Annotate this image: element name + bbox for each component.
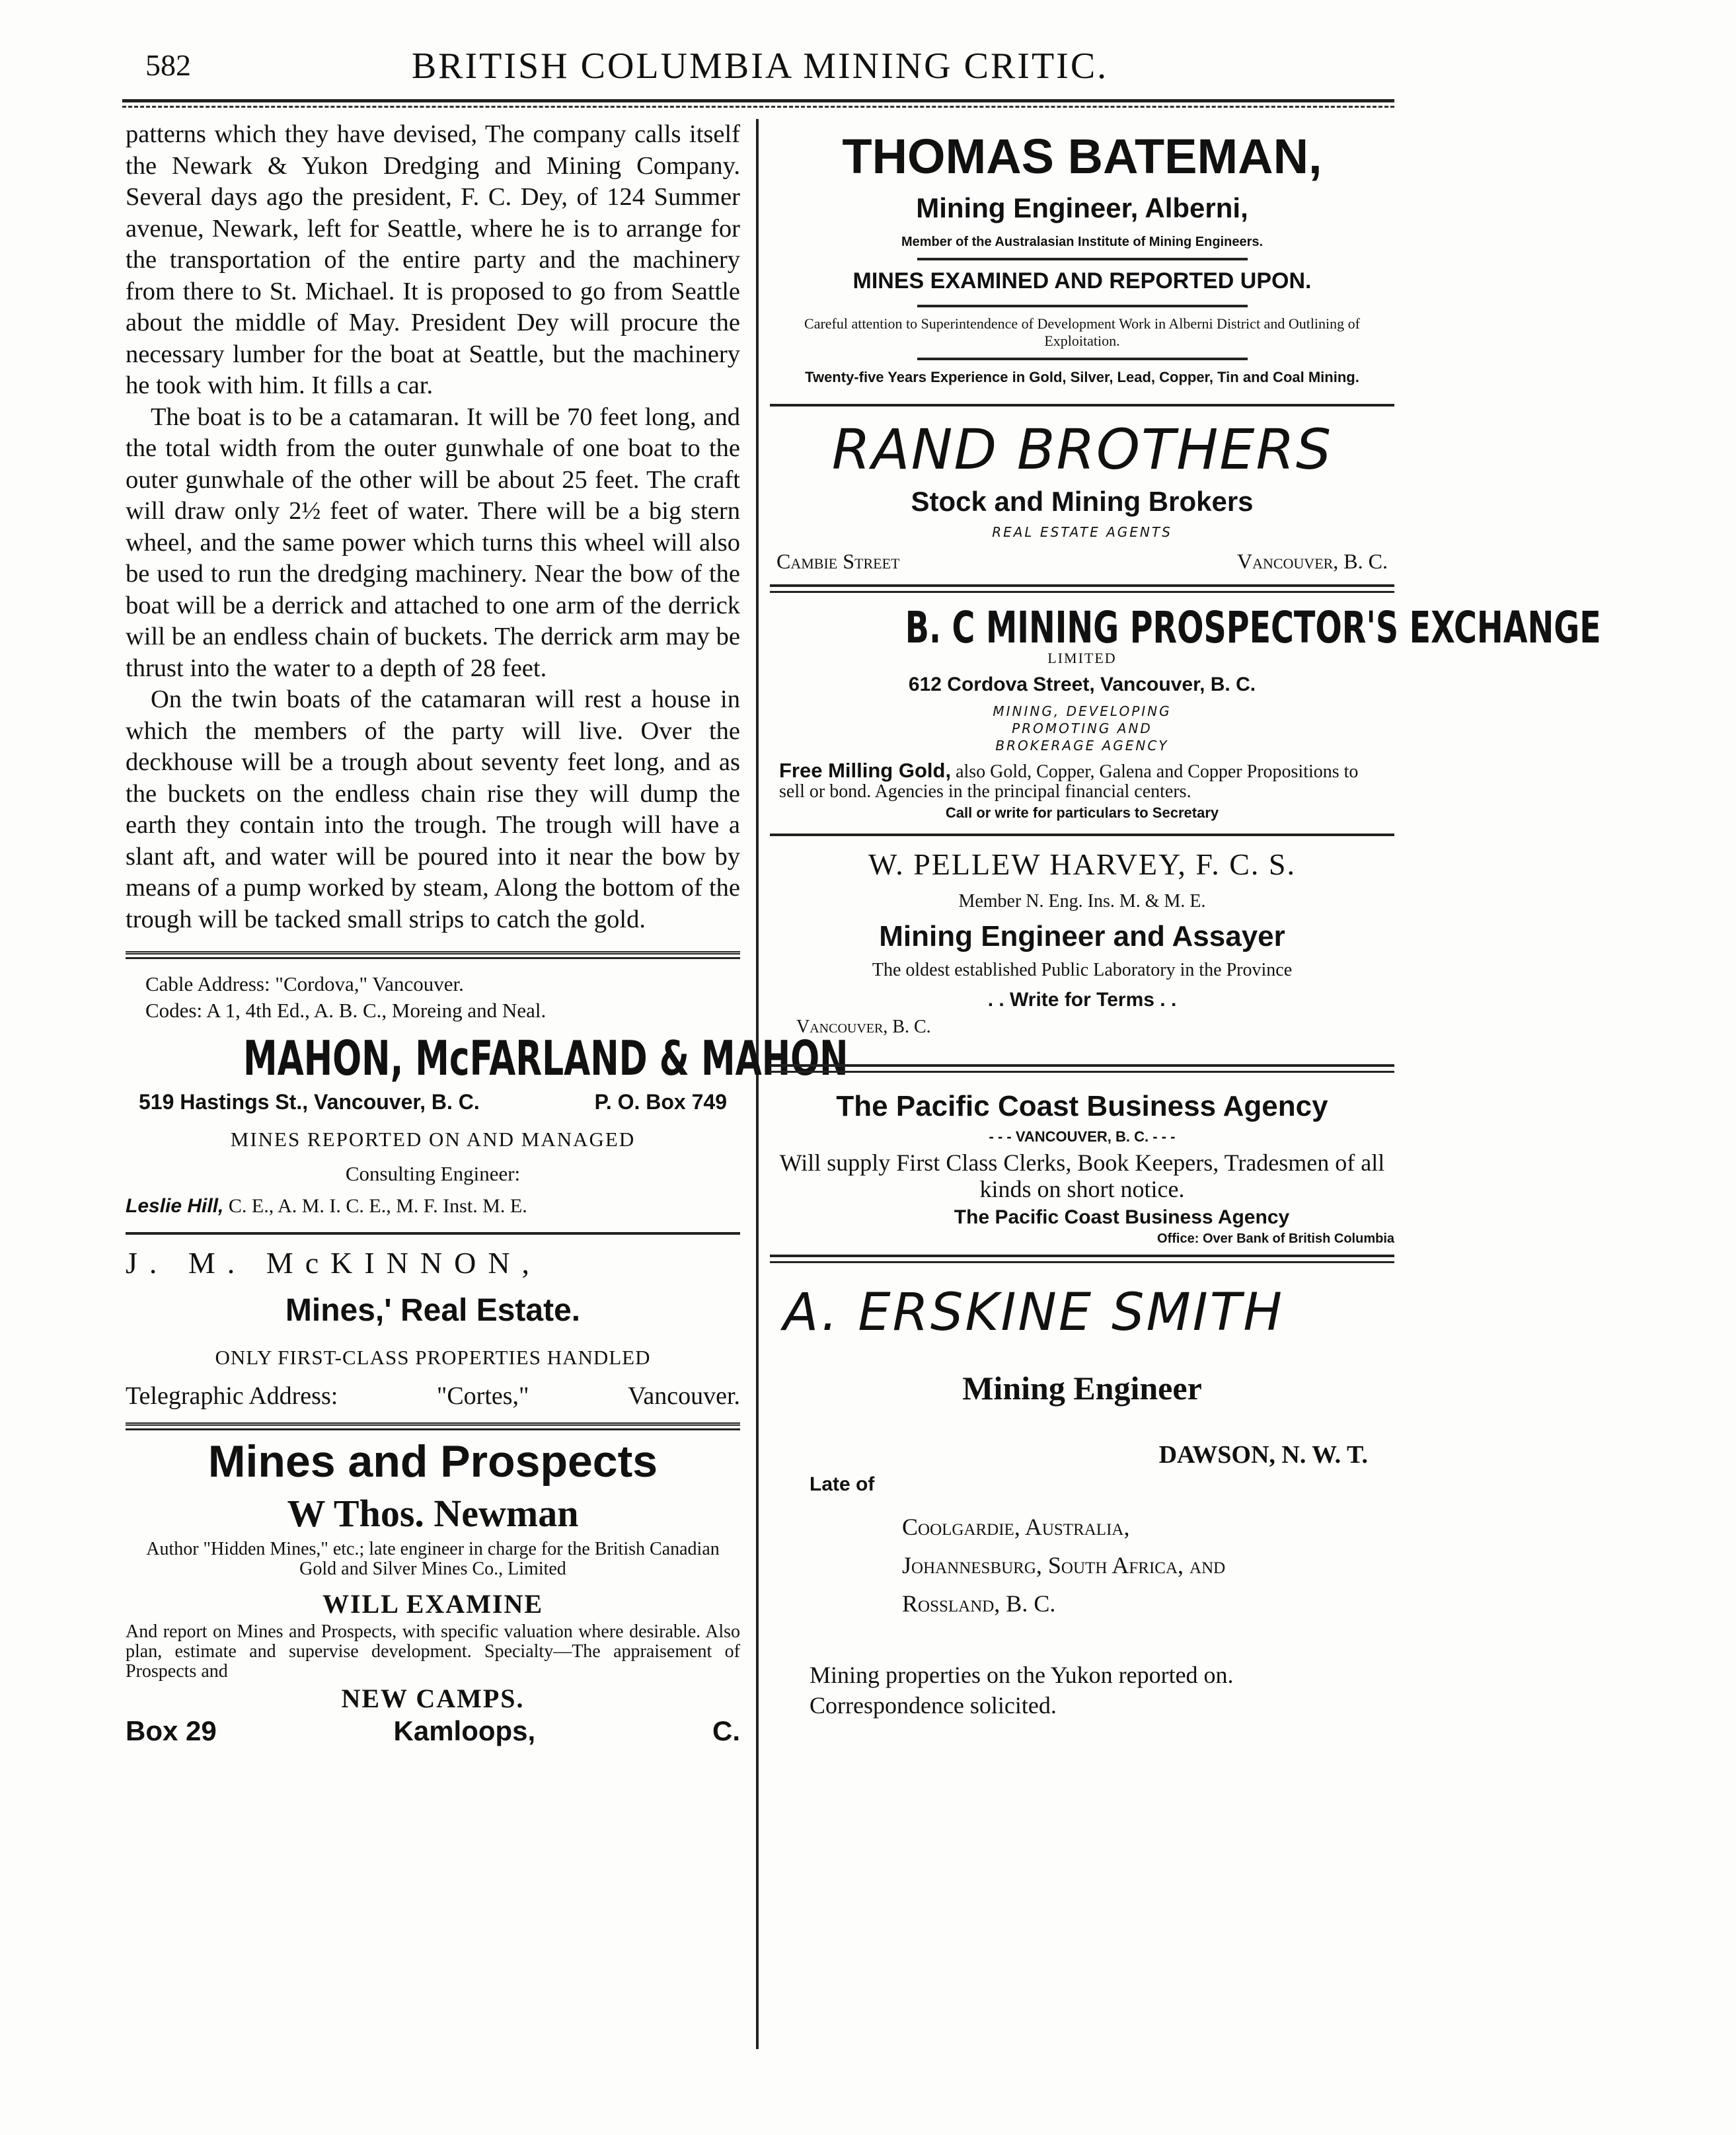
firm-box: P. O. Box 749 bbox=[594, 1090, 727, 1114]
ad-pacific bbox=[770, 1090, 1394, 1247]
ad-mahon bbox=[126, 959, 849, 1218]
divider-rule bbox=[917, 305, 1248, 307]
ad-newman bbox=[126, 1430, 740, 1747]
engineer-titles: C. E., A. M. I. C. E., M. F. Inst. M. E. bbox=[228, 1195, 527, 1217]
ad-rand bbox=[770, 417, 1394, 574]
newman-author: Author "Hidden Mines," etc.; late engineer in charge for the British Canadian Gold and Silver Mines Co., Limited bbox=[146, 1539, 720, 1579]
codes-line: Codes: A 1, 4th Ed., A. B. C., Moreing and Neal. bbox=[145, 999, 547, 1022]
harvey-title: Mining Engineer and Assayer bbox=[879, 920, 1285, 952]
header-rule-dashed bbox=[122, 106, 1394, 108]
divider-rule bbox=[770, 834, 1394, 836]
smith-name: A. ERSKINE SMITH bbox=[783, 1283, 1285, 1342]
smith-footer-1: Mining properties on the Yukon reported on. bbox=[810, 1662, 1234, 1688]
article-paragraph: On the twin boats of the catamaran will rest a house in which the members of the party will live. Over the deckhouse will be a trough about seventy feet long, and as the buckets on the endless chain rise they will dump the earth they contain into the trough. The trough will have a slant aft, and water will be poured into it near the bow by means of a pump worked by steam, Along the bottom of the trough will be tacked small strips to catch the gold. bbox=[126, 685, 740, 933]
newman-box: Box 29 bbox=[126, 1715, 217, 1746]
telegraphic-value: "Cortes," bbox=[436, 1382, 529, 1410]
bateman-name: THOMAS BATEMAN, bbox=[842, 129, 1322, 184]
exchange-agency-1: MINING, DEVELOPING bbox=[993, 703, 1172, 719]
exchange-free-label: Free Milling Gold, bbox=[779, 759, 952, 782]
new-camps: NEW CAMPS. bbox=[341, 1684, 525, 1713]
divider-rule bbox=[917, 358, 1248, 360]
exchange-address: 612 Cordova Street, Vancouver, B. C. bbox=[908, 674, 1256, 695]
smith-place-2: Johannesburg, South Africa, and bbox=[902, 1552, 1226, 1578]
pacific-office: Office: Over Bank of British Columbia bbox=[1157, 1231, 1394, 1246]
smith-late-of: Late of bbox=[810, 1473, 875, 1495]
newman-heading: Mines and Prospects bbox=[208, 1436, 658, 1487]
mckinnon-note: ONLY FIRST-CLASS PROPERTIES HANDLED bbox=[215, 1346, 651, 1369]
pacific-city: - - - VANCOUVER, B. C. - - - bbox=[989, 1128, 1176, 1145]
rand-street: Cambie Street bbox=[776, 549, 900, 573]
exchange-free-text: also Gold, Copper, Galena and Copper Propositions to sell or bond. Agencies in the principal financial centers. bbox=[779, 761, 1359, 802]
bateman-member: Member of the Australasian Institute of Mining Engineers. bbox=[901, 235, 1264, 249]
newman-prov: C. bbox=[712, 1715, 740, 1746]
exchange-call: Call or write for particulars to Secretary bbox=[945, 804, 1219, 821]
pacific-name: The Pacific Coast Business Agency bbox=[836, 1090, 1328, 1122]
ad-mckinnon bbox=[126, 1235, 740, 1411]
firm-address: 519 Hastings St., Vancouver, B. C. bbox=[139, 1090, 480, 1114]
harvey-lab: The oldest established Public Laboratory in the Province bbox=[872, 960, 1293, 980]
consulting-label: Consulting Engineer: bbox=[345, 1162, 521, 1185]
smith-title: Mining Engineer bbox=[962, 1370, 1202, 1407]
header-rule bbox=[122, 99, 1394, 102]
page-number: 582 bbox=[145, 48, 191, 82]
divider-rule bbox=[770, 404, 1394, 407]
pacific-body: Will supply First Class Clerks, Book Keepers, Tradesmen of all kinds on short notice. bbox=[779, 1149, 1385, 1202]
smith-place-3: Rossland, B. C. bbox=[902, 1590, 1056, 1617]
ad-harvey bbox=[770, 847, 1394, 1038]
exchange-limited: LIMITED bbox=[1047, 650, 1117, 666]
newman-city: Kamloops, bbox=[393, 1715, 536, 1746]
cable-address: Cable Address: "Cordova," Vancouver. bbox=[145, 972, 464, 995]
divider-rule bbox=[126, 1422, 740, 1430]
rand-name: RAND BROTHERS bbox=[831, 417, 1333, 482]
harvey-write: . . Write for Terms . . bbox=[987, 989, 1177, 1011]
exchange-agency-3: BROKERAGE AGENCY bbox=[995, 738, 1169, 754]
divider-rule bbox=[770, 584, 1394, 593]
ad-smith bbox=[770, 1283, 1394, 1721]
divider-rule bbox=[770, 1255, 1394, 1263]
ad-bateman bbox=[770, 128, 1394, 387]
ad-exchange bbox=[770, 602, 1601, 822]
harvey-city: Vancouver, B. C. bbox=[796, 1017, 931, 1037]
will-examine: WILL EXAMINE bbox=[322, 1589, 544, 1619]
bateman-experience: Twenty-five Years Experience in Gold, Silver, Lead, Copper, Tin and Coal Mining. bbox=[805, 369, 1359, 385]
divider-rule bbox=[917, 258, 1248, 260]
firm-name: MAHON, McFARLAND & MAHON bbox=[243, 1030, 849, 1086]
newman-name: W Thos. Newman bbox=[287, 1492, 579, 1535]
pacific-name-small: The Pacific Coast Business Agency bbox=[954, 1206, 1290, 1228]
smith-location: DAWSON, N. W. T. bbox=[1158, 1441, 1368, 1469]
telegraphic-city: Vancouver. bbox=[628, 1382, 740, 1410]
running-title: BRITISH COLUMBIA MINING CRITIC. bbox=[411, 46, 1109, 87]
mckinnon-name: J. M. McKINNON, bbox=[126, 1246, 542, 1280]
rand-real-estate: REAL ESTATE AGENTS bbox=[992, 524, 1172, 540]
exchange-agency-2: PROMOTING AND bbox=[1012, 720, 1152, 736]
article-paragraph: The boat is to be a catamaran. It will be 70 feet long, and the total width from the outer gunwhale of one boat to the outer gunwhale of the other will be about 25 feet. The craft will draw only 2½ feet of water. There will be a big stern wheel, and the same power which turns this wheel will also be used to run the dredging machinery. Near the bow of the boat will be a derrick and attached to one arm of the derrick will be an endless chain of buckets. The derrick arm may be thrust into the water to a depth of 28 feet. bbox=[126, 403, 740, 682]
smith-place-1: Coolgardie, Australia, bbox=[902, 1514, 1130, 1540]
page-header bbox=[126, 42, 1394, 95]
newman-body: And report on Mines and Prospects, with specific valuation where desirable. Also plan, estimate and supervise development. Specialty—The appraisement of Prospects and bbox=[126, 1621, 740, 1682]
engineer-name: Leslie Hill, bbox=[126, 1195, 224, 1217]
bateman-careful: Careful attention to Superintendence of Development Work in Alberni District and Outlining of Exploitation. bbox=[804, 315, 1360, 349]
bateman-examined: MINES EXAMINED AND REPORTED UPON. bbox=[852, 268, 1312, 293]
right-column bbox=[770, 119, 1601, 1721]
firm-service: MINES REPORTED ON AND MANAGED bbox=[230, 1128, 636, 1151]
rand-city: Vancouver, B. C. bbox=[1236, 549, 1388, 573]
article-paragraph: patterns which they have devised, The company calls itself the Newark & Yukon Dredging and Mining Company. Several days ago the president, F. C. Dey, of 124 Summer avenue, Newark, left for Seattle, where he is to arrange for the transportation of the entire party and the machinery from there to St. Michael. It is proposed to go from Seattle about the middle of May. President Dey will procure the necessary lumber for the boat at Seattle, but the machinery he took with him. It fills a car. bbox=[126, 120, 740, 399]
article-body bbox=[126, 119, 740, 935]
telegraphic-label: Telegraphic Address: bbox=[126, 1382, 338, 1410]
mckinnon-business: Mines,' Real Estate. bbox=[285, 1293, 581, 1328]
divider-rule bbox=[126, 951, 740, 959]
smith-footer-2: Correspondence solicited. bbox=[810, 1692, 1057, 1719]
bateman-title: Mining Engineer, Alberni, bbox=[916, 192, 1248, 223]
exchange-name: B. C MINING PROSPECTOR'S EXCHANGE bbox=[905, 602, 1601, 653]
rand-business: Stock and Mining Brokers bbox=[911, 486, 1254, 517]
harvey-member: Member N. Eng. Ins. M. & M. E. bbox=[958, 891, 1206, 912]
divider-rule bbox=[770, 1064, 1394, 1073]
harvey-name: W. PELLEW HARVEY, F. C. S. bbox=[868, 847, 1296, 881]
